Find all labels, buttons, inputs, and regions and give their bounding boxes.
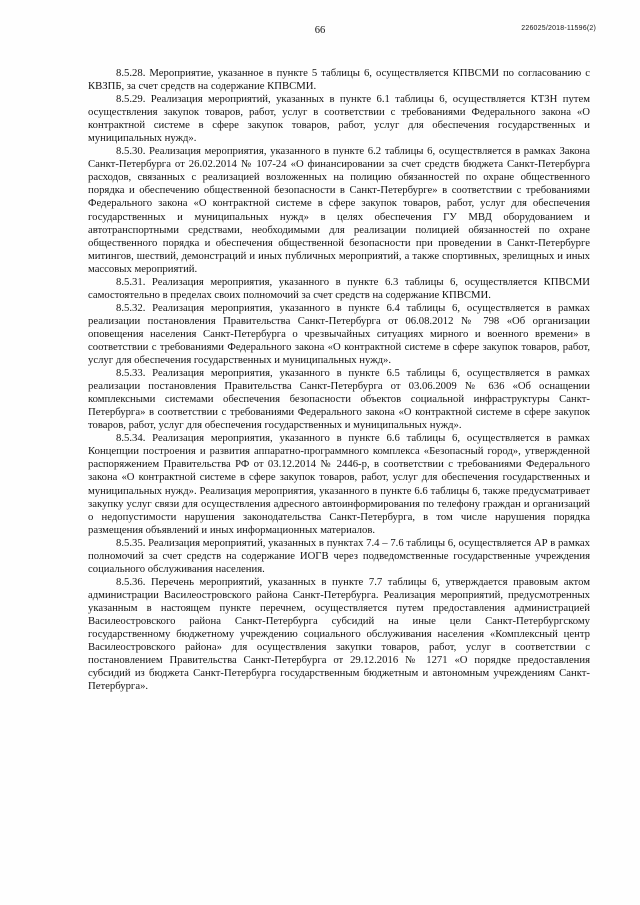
- paragraph-8-5-34: 8.5.34. Реализация мероприятия, указанного в пункте 6.6 таблицы 6, осуществляется в рамках Концепции построения и развития аппаратно-программного комплекса «Безопасный город», утвержденной распоряжением Правительства РФ от 03.12.2014 № 2446-р, в соответствии с требованиями Федерального закона «О контрактной системе в сфере закупок товаров, работ, услуг для обеспечения государственных и муниципальных нужд». Реализация мероприятия, указанного в пункте 6.6 таблицы 6, также предусматривает закупку услуг связи для осуществления адресного автоинформирования по телефону граждан и организаций о недопустимости нарушения законодательства Санкт-Петербурга, в том числе нарушения порядка размещения объявлений и иных информационных материалов.: [88, 432, 590, 536]
- page-number: 66: [314, 25, 326, 36]
- document-body: [88, 67, 590, 693]
- paragraph-8-5-31: 8.5.31. Реализация мероприятия, указанного в пункте 6.3 таблицы 6, осуществляется КПВСМИ самостоятельно в пределах своих полномочий за счет средств на содержание КПВСМИ.: [88, 275, 590, 301]
- paragraph-8-5-30: 8.5.30. Реализация мероприятия, указанного в пункте 6.2 таблицы 6, осуществляется в рамках Закона Санкт-Петербурга от 26.02.2014 № 107-24 «О финансировании за счет средств бюджета Санкт-Петербурга расходов, связанных с реализацией возложенных на полицию обязанностей по охране общественного порядка и обеспечению общественной безопасности в Санкт-Петербурге» в соответствии с требованиями Федерального закона «О контрактной системе в сфере закупок товаров, работ, услуг для обеспечения государственных и муниципальных нужд» в целях обеспечения ГУ МВД оборудованием и автотранспортными средствами, необходимыми для реализации полицией обязанностей по охране общественного порядка и обеспечения общественной безопасности при проведении в Санкт-Петербурге митингов, шествий, демонстраций и иных публичных мероприятий, а также спортивных, зрелищных и иных массовых мероприятий.: [88, 145, 590, 275]
- paragraph-8-5-36: 8.5.36. Перечень мероприятий, указанных в пункте 7.7 таблицы 6, утверждается правовым актом администрации Василеостровского района Санкт-Петербурга. Реализация мероприятий, предусмотренных указанным в настоящем пункте перечнем, осуществляется путем предоставления администрацией Василеостровского района Санкт-Петербурга субсидий на иные цели Санкт-Петербургскому государственному бюджетному учреждению социального обслуживания населения «Комплексный центр Василеостровского района» для осуществления закупки товаров, работ, услуг в соответствии с постановлением Правительства Санкт-Петербурга от 29.12.2016 № 1271 «О порядке предоставления субсидий из бюджета Санкт-Петербурга государственным бюджетным и автономным учреждениям Санкт-Петербурга».: [88, 575, 590, 693]
- paragraph-8-5-29: 8.5.29. Реализация мероприятий, указанных в пункте 6.1 таблицы 6, осуществляется КТЗН путем осуществления закупок товаров, работ, услуг в соответствии с требованиями Федерального закона «О контрактной системе в сфере закупок товаров, работ, услуг для обеспечения государственных и муниципальных нужд».: [88, 93, 590, 145]
- document-id: 226025/2018-11596(2): [521, 25, 596, 32]
- paragraph-8-5-33: 8.5.33. Реализация мероприятия, указанного в пункте 6.5 таблицы 6, осуществляется в рамках реализации постановления Правительства Санкт-Петербурга от 03.06.2009 № 636 «Об оснащении комплексными системами обеспечения безопасности объектов социальной инфраструктуры Санкт-Петербурга» в соответствии с требованиями Федерального закона «О контрактной системе в сфере закупок товаров, работ, услуг для обеспечения государственных и муниципальных нужд».: [88, 367, 590, 432]
- paragraph-8-5-28: 8.5.28. Мероприятие, указанное в пункте 5 таблицы 6, осуществляется КПВСМИ по согласованию с КВЗПБ, за счет средств на содержание КПВСМИ.: [88, 67, 590, 93]
- paragraph-8-5-35: 8.5.35. Реализация мероприятий, указанных в пунктах 7.4 – 7.6 таблицы 6, осуществляется АР в рамках полномочий за счет средств на содержание ИОГВ через подведомственные государственные учреждения социального обслуживания населения.: [88, 536, 590, 575]
- paragraph-8-5-32: 8.5.32. Реализация мероприятия, указанного в пункте 6.4 таблицы 6, осуществляется в рамках реализации постановления Правительства Санкт-Петербурга от 06.08.2012 № 798 «Об организации оповещения населения Санкт-Петербурга о чрезвычайных ситуациях мирного и военного времени» в соответствии с требованиями Федерального закона «О контрактной системе в сфере закупок товаров, работ, услуг для обеспечения государственных и муниципальных нужд».: [88, 301, 590, 367]
